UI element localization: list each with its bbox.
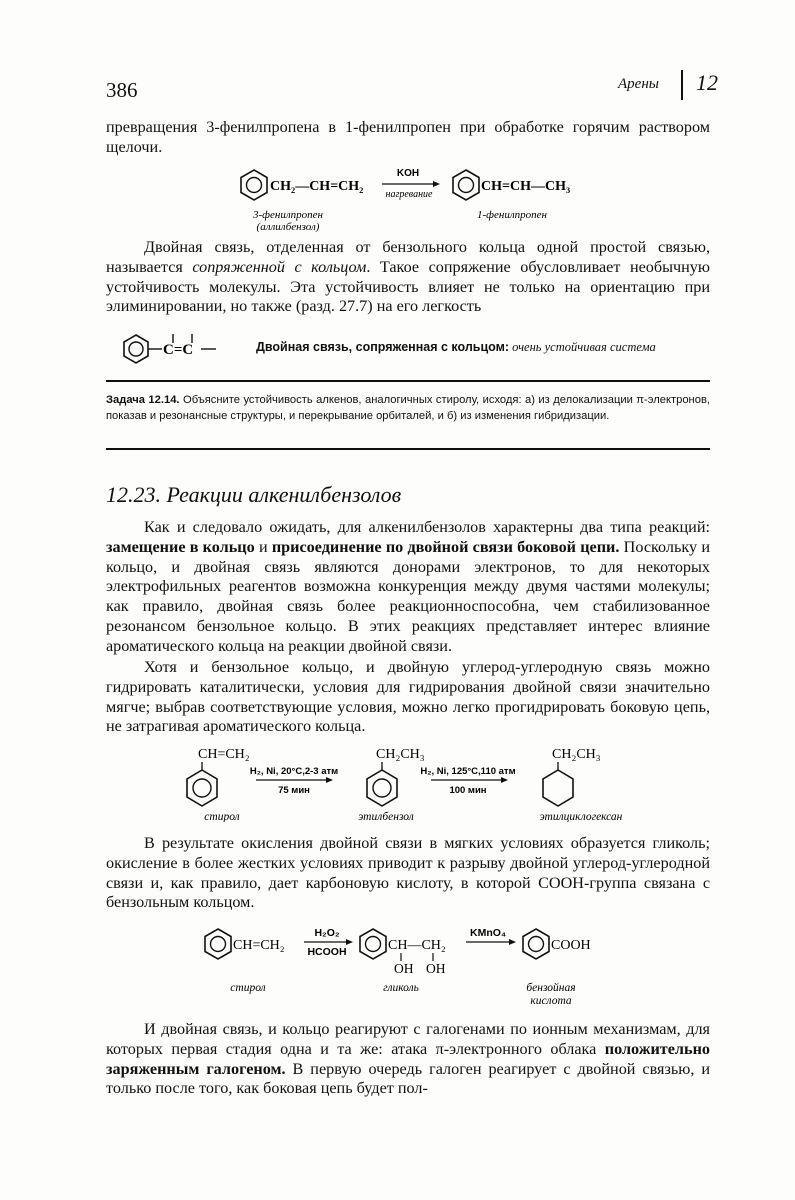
glycol-chain: CH—CH₂ [388, 938, 446, 953]
cyclohexane-ring-icon [543, 770, 573, 806]
benzene-ring-icon [187, 770, 217, 806]
reagent-label: KOH [396, 168, 420, 179]
task-bottom-rule [106, 448, 710, 450]
oxidant2: KMnO₄ [470, 927, 506, 939]
section-title: 12.23. Реакции алкенилбензолов [106, 482, 402, 507]
styrene-group: CH=CH₂ [233, 938, 285, 953]
benzene-ring-icon [367, 770, 397, 806]
name-benzoic-acid-line1: бензойная [526, 982, 576, 994]
benzene-ring-icon [205, 929, 231, 959]
product-formula: CH=CH—CH₃ [481, 179, 571, 194]
name-styrene: стирол [204, 811, 240, 822]
scheme-hydrogenation [176, 740, 646, 822]
running-header-chapter: 12 [696, 70, 718, 95]
benzene-ring-icon [360, 929, 386, 959]
task-block: Задача 12.14. Объясните устойчивость алкенов, аналогичных стиролу, исходя: а) из делокализации π-электронов, показав и резонансные структуры, и перекрывание орбиталей, и б) из изменения гибридизации. [106, 394, 711, 422]
page-number: 386 [106, 78, 138, 102]
name-glycol: гликоль [383, 982, 419, 994]
step1-reagent: H₂, Ni, 20°C,2-3 атм [249, 766, 339, 777]
glycol-oh-2: OH [426, 961, 446, 976]
name-ethylcyclohexane: этилциклогексан [539, 811, 623, 822]
header-divider [681, 70, 683, 100]
conjugation-caption: Двойная связь, сопряженная с кольцом: очень устойчивая система [256, 340, 656, 354]
oxidant1-top: H₂O₂ [314, 927, 340, 939]
step2-reagent: H₂, Ni, 125°C,110 атм [420, 766, 516, 777]
running-header-section: Арены [618, 76, 659, 92]
paragraph-halogenation: И двойная связь, и кольцо реагируют с галогенами по ионным механизмам, для которых первая стадия одна и та же: атака π-электронного облака положительно заряженным галогеном. В первую очередь галоген реагирует с двойной связью, и только после того, как боковая цепь будет пол- [106, 1020, 710, 1098]
reactant-name: 3-фенилпропен [253, 209, 323, 221]
paragraph-alkenylbenzene-reactions: Как и следовало ожидать, для алкенилбензолов характерны два типа реакций: замещение в кольцо и присоединение по двойной связи боковой цепи. Поскольку и кольцо, и двойная связь являются донорами электронов, то для некоторых электрофильных реагентов возможна конкуренция между двумя частями молекулы; как правило, двойная связь более реакционноспособна, чем стабилизованное резонансом бензольное кольцо. В этих реакциях представляет интерес влияние ароматического кольца на реакции двойной связи. [106, 518, 710, 655]
step2-time: 100 мин [449, 785, 487, 796]
intro-paragraph: превращения 3-фенилпропена в 1-фенилпропен при обработке горячим раствором щелочи. [106, 118, 710, 156]
styrene-group: CH=CH₂ [198, 747, 250, 762]
benzene-ring-icon [523, 929, 549, 959]
glycol-oh-1: OH [394, 961, 414, 976]
condition-label: нагревание [385, 189, 433, 200]
cyclohexane-group: CH₂CH₃ [552, 747, 601, 762]
benzene-ring-icon [241, 170, 267, 200]
benzene-ring-icon [453, 170, 479, 200]
acid-group: COOH [551, 938, 591, 953]
double-bond-formula: C=C [163, 342, 194, 358]
scheme-allylbenzene-isomerization [230, 160, 610, 232]
name-ethylbenzene: этилбензол [358, 811, 414, 822]
ethylbenzene-group: CH₂CH₃ [376, 747, 425, 762]
name-benzoic-acid-line2: кислота [530, 995, 572, 1007]
paragraph-conjugation: Двойная связь, отделенная от бензольного кольца одной простой связью, называется сопряженной с кольцом. Такое сопряжение обусловливает необычную устойчивость молекулы. Эта устойчивость влияет не только на ориентацию при элиминировании, но также (разд. 27.7) на его легкость [106, 238, 710, 316]
conjugated-styrene-structure [116, 326, 226, 370]
reactant-alt-name: (аллилбензол) [256, 221, 320, 232]
paragraph-hydrogenation: Хотя и бензольное кольцо, и двойную углерод-углеродную связь можно гидрировать каталитически, условия для гидрирования двойной связи значительно мягче; выбрав соответствующие условия, можно легко прогидрировать боковую цепь, не затрагивая ароматического кольца. [106, 658, 710, 736]
name-styrene: стирол [230, 982, 266, 994]
paragraph-oxidation: В результате окисления двойной связи в мягких условиях образуется гликоль; окисление в более жестких условиях приводит к разрыву двойной углерод-углеродной связи и, как правило, дает карбоновую кислоту, в которой СООН-группа связана с бензольным кольцом. [106, 834, 710, 912]
scheme-oxidation [196, 920, 616, 1010]
oxidant1-bottom: HCOOH [307, 946, 347, 958]
task-top-rule [106, 380, 710, 382]
product-name: 1-фенилпропен [477, 209, 547, 221]
benzene-ring-icon [124, 335, 148, 363]
reactant-formula: CH₂—CH=CH₂ [270, 179, 364, 194]
step1-time: 75 мин [278, 785, 310, 796]
